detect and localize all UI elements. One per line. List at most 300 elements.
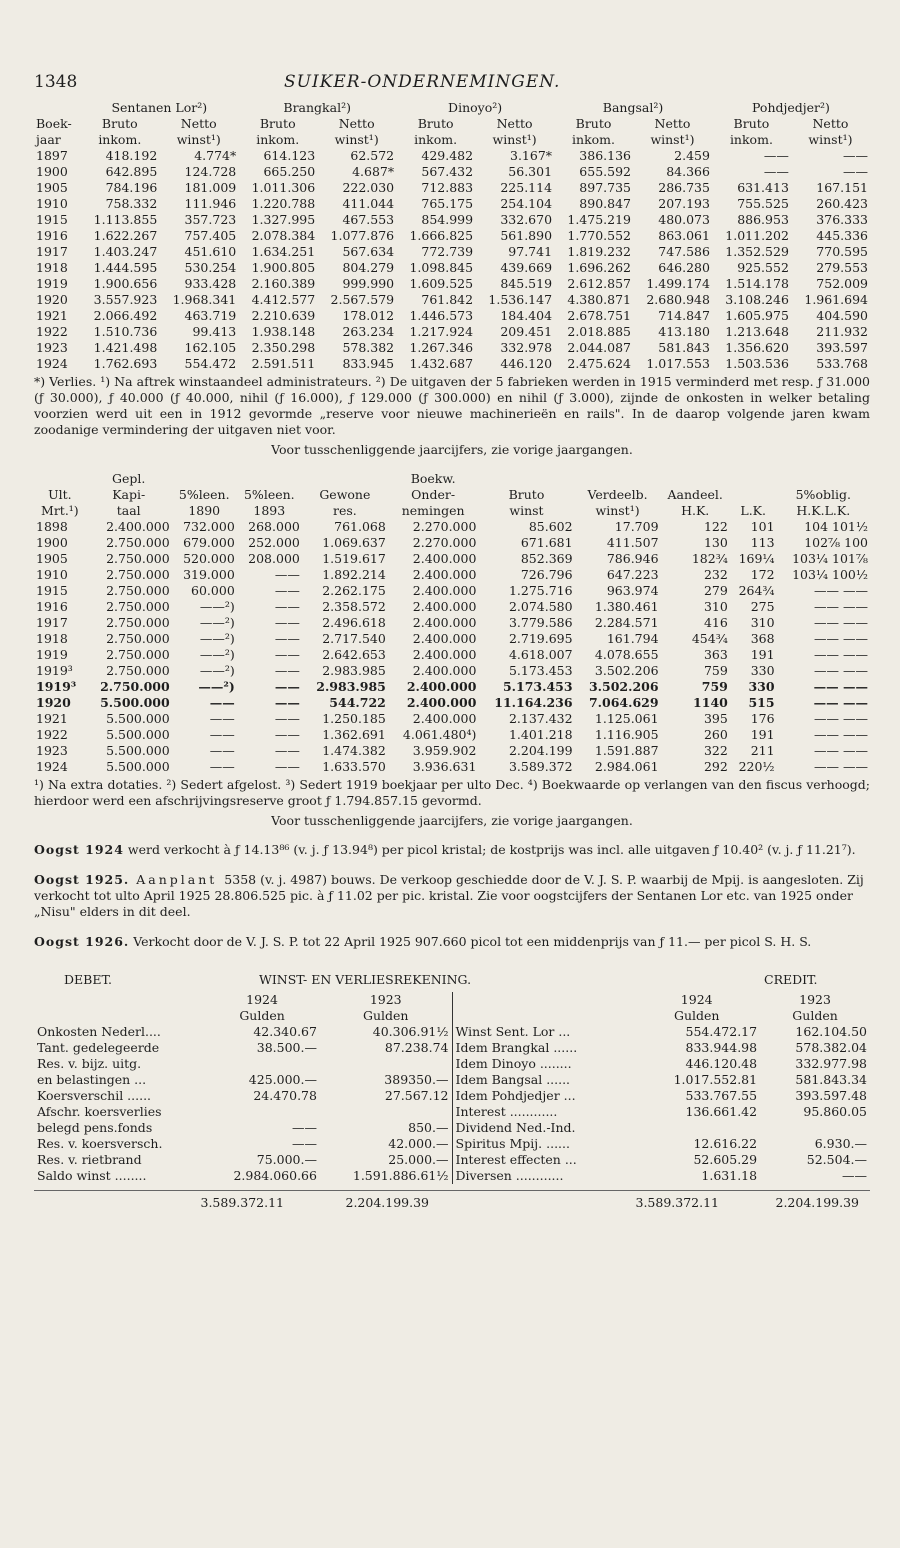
credit-year-1924: 1924 — [680, 992, 713, 1007]
ledger-amount: 75.000.— — [256, 1152, 317, 1167]
table-cell: —— —— — [813, 679, 868, 694]
table-cell: 439.669 — [500, 260, 553, 275]
table-row — [34, 212, 870, 228]
table-cell: 1.098.845 — [409, 260, 474, 275]
table-cell: 3.167* — [510, 148, 553, 163]
table-row — [34, 615, 870, 631]
table-cell: 761.842 — [421, 292, 474, 307]
row-year: 1923 — [36, 340, 68, 355]
table-cell: 2.750.000 — [106, 535, 170, 550]
table-cell: 2.204.199 — [508, 743, 573, 758]
row-year: 1916 — [36, 228, 68, 243]
ledger-amount: 578.382.04 — [795, 1040, 867, 1055]
ledger-amount: 533.767.55 — [685, 1088, 758, 1103]
table-cell: 225.114 — [500, 180, 553, 195]
table1-column-header: Netto — [654, 116, 691, 131]
table-cell: 2.270.000 — [412, 519, 477, 534]
table-cell: 292 — [703, 759, 728, 774]
table2-column-header: Kapi- — [112, 487, 146, 502]
table-cell: 182¾ — [691, 551, 728, 566]
table-cell: 191 — [750, 647, 775, 662]
ledger-row — [453, 1088, 871, 1104]
table-cell: 897.735 — [579, 180, 631, 195]
table-cell: 260 — [703, 727, 728, 742]
ledger-amount: 389350.— — [384, 1072, 449, 1087]
table-cell: 480.073 — [658, 212, 710, 227]
table-cell: 2.400.000 — [412, 711, 477, 726]
table-cell: —— — [843, 164, 868, 179]
ledger-item: Interest effecten ... — [455, 1152, 577, 1167]
ledger-totals — [34, 1190, 870, 1210]
table-cell: 2.400.000 — [106, 519, 170, 534]
table2-column-header: L.K. — [740, 503, 766, 518]
table-cell: 712.883 — [421, 180, 474, 195]
row-year: 1916 — [36, 599, 68, 614]
row-year: 1921 — [36, 711, 68, 726]
debit-year-1923: 1923 — [369, 992, 402, 1007]
table-cell: 758.332 — [105, 196, 158, 211]
table-cell: 1.900.805 — [251, 260, 316, 275]
ledger-title: WINST- EN VERLIESREKENING. — [259, 972, 472, 987]
table-cell: 357.723 — [184, 212, 237, 227]
table-cell: 533.768 — [816, 356, 868, 371]
table-cell: ——²) — [199, 647, 235, 662]
paragraph-oogst-1925 — [34, 872, 870, 920]
table-cell: 4.687* — [352, 164, 395, 179]
table-cell: 2.210.639 — [251, 308, 316, 323]
table-cell: —— — [274, 615, 300, 630]
ledger-item: Winst Sent. Lor ... — [455, 1024, 571, 1039]
ledger-row — [34, 1152, 452, 1168]
table-cell: 1.069.637 — [322, 535, 386, 550]
table-cell: 1.220.788 — [251, 196, 316, 211]
ledger-amount: 6.930.— — [814, 1136, 867, 1151]
row-year: 1919³ — [36, 663, 73, 678]
ledger-amount: 24.470.78 — [253, 1088, 317, 1103]
row-year: 1919 — [36, 276, 68, 291]
table-cell: —— —— — [814, 663, 868, 678]
table-cell: 2.400.000 — [406, 695, 477, 710]
ledger-amount: 2.984.060.66 — [233, 1168, 317, 1183]
row-year: 1898 — [36, 519, 68, 534]
table-cell: —— —— — [814, 631, 868, 646]
table-cell: 2.400.000 — [412, 647, 477, 662]
table-cell: 679.000 — [183, 535, 235, 550]
row-year: 1918 — [36, 631, 68, 646]
total-credit-1923: 2.204.199.39 — [775, 1195, 859, 1210]
table-cell: 4.412.577 — [251, 292, 316, 307]
table-cell: 2.160.389 — [251, 276, 316, 291]
table-cell: 322 — [703, 743, 728, 758]
table-cell: 1.017.553 — [646, 356, 710, 371]
table2-column-header — [237, 471, 302, 487]
table-cell: 376.333 — [816, 212, 868, 227]
table-cell: 2.750.000 — [106, 567, 170, 582]
table-cell: 184.404 — [500, 308, 553, 323]
ledger-amount: —— — [291, 1120, 317, 1135]
table-cell: 1.403.247 — [93, 244, 158, 259]
table-cell: 759 — [703, 663, 728, 678]
table-cell: 2.719.695 — [508, 631, 573, 646]
table-cell: 1.250.185 — [322, 711, 386, 726]
table-cell: 1.474.382 — [322, 743, 386, 758]
table-cell: 445.336 — [816, 228, 868, 243]
ledger-amount — [320, 1056, 452, 1072]
table-cell: —— — [274, 743, 300, 758]
table-cell: 111.946 — [184, 196, 237, 211]
table-cell: 279 — [703, 583, 728, 598]
table-cell: 852.369 — [520, 551, 573, 566]
row-year: 1900 — [36, 164, 68, 179]
table-cell: 2.983.985 — [322, 663, 386, 678]
total-debit-1923: 2.204.199.39 — [345, 1195, 429, 1210]
table-cell: 310 — [703, 599, 728, 614]
table-cell: 3.936.631 — [412, 759, 477, 774]
table-cell: 1.666.825 — [409, 228, 474, 243]
paragraph-text: 5358 (v. j. 4987) bouws. De verkoop geschiedde door de V. J. S. P. waarbij de Mpij. is aangesloten. Zij verkocht tot ulto April 1925 28.806.525 pic. à ƒ 11.02 per pic. kristal. Zie voor oogstcijfers der Sentanen Lor etc. van 1925 onder „Nisu" elders in dit deel. — [34, 872, 864, 919]
table-row — [34, 551, 870, 567]
ledger-amount: 42.340.67 — [253, 1024, 317, 1039]
table2-column-header: Gewone — [319, 487, 371, 502]
table-cell: 5.173.453 — [502, 679, 573, 694]
table1-column-header: Bruto — [417, 116, 454, 131]
table-cell: 3.557.923 — [93, 292, 158, 307]
table-cell: ——²) — [199, 663, 235, 678]
table-cell: 220½ — [738, 759, 775, 774]
table-cell: 207.193 — [658, 196, 710, 211]
table2-column-header: Mrt.¹) — [41, 503, 79, 518]
table-cell: 232 — [703, 567, 728, 582]
ledger-row — [453, 1136, 871, 1152]
table2-column-header: 5%oblig. — [795, 487, 851, 502]
table-cell: 655.592 — [579, 164, 631, 179]
ledger-row — [453, 1072, 871, 1088]
table-cell: 463.719 — [184, 308, 237, 323]
table-cell: 60.000 — [191, 583, 235, 598]
table-row — [34, 244, 870, 260]
table-cell: 7.064.629 — [588, 695, 659, 710]
ledger-header — [34, 972, 870, 992]
table1-column-header: winst¹) — [492, 132, 537, 147]
table-cell: 2.400.000 — [412, 583, 477, 598]
table-cell: 2.262.175 — [322, 583, 386, 598]
table-cell: 2.078.384 — [251, 228, 316, 243]
debet-label: DEBET. — [64, 972, 112, 987]
table-cell: 761.068 — [334, 519, 386, 534]
ledger-amount: 12.616.22 — [693, 1136, 758, 1151]
table-cell: 2.350.298 — [251, 340, 316, 355]
table2-column-header: Verdeelb. — [587, 487, 648, 502]
table-cell: 103¼ 101⅞ — [792, 551, 868, 566]
table2-footnote: ¹) Na extra dotaties. ²) Sedert afgelost. ³) Sedert 1919 boekjaar per ulto Dec. ⁴) Boekwaarde op verlangen van den fiscus verhoogd; hierdoor werd een afschrijvingsreserve groot ƒ 1.794.857.15 gevormd. — [34, 777, 870, 808]
table-row — [34, 631, 870, 647]
table-cell: —— — [763, 148, 789, 163]
table-cell: 5.173.453 — [508, 663, 573, 678]
table1-column-header: jaar — [36, 132, 61, 147]
table-cell: 1.510.736 — [93, 324, 158, 339]
table-cell: 804.279 — [342, 260, 395, 275]
table-cell: 104 101½ — [804, 519, 868, 534]
table1-see-previous: Voor tusschenliggende jaarcijfers, zie vorige jaargangen. — [271, 442, 633, 457]
table-cell: 4.061.480⁴) — [402, 727, 477, 742]
table-cell: 752.009 — [816, 276, 868, 291]
table-cell: 363 — [703, 647, 728, 662]
table-cell: 172 — [750, 567, 775, 582]
table-cell: 2.496.618 — [322, 615, 386, 630]
table-cell: 85.602 — [528, 519, 573, 534]
table-cell: 544.722 — [329, 695, 386, 710]
table-cell: 747.586 — [658, 244, 710, 259]
table-cell: 208.000 — [248, 551, 300, 566]
table-cell: —— —— — [814, 599, 868, 614]
table-cell: 279.553 — [816, 260, 868, 275]
table-row — [34, 276, 870, 292]
table-cell: 97.741 — [508, 244, 553, 259]
table-cell: 631.413 — [737, 180, 789, 195]
table-cell: 784.196 — [105, 180, 158, 195]
ledger-item: Idem Pohdjedjer ... — [455, 1088, 576, 1103]
table2-column-header — [172, 471, 237, 487]
ledger-amount: 1.017.552.81 — [673, 1072, 758, 1087]
ledger-amount: 95.860.05 — [803, 1104, 867, 1119]
ledger-item: Idem Bangsal ...... — [455, 1072, 571, 1087]
debit-unit: Gulden — [362, 1008, 409, 1023]
ledger-amount: 554.472.17 — [685, 1024, 758, 1039]
ledger-amount: 425.000.— — [248, 1072, 317, 1087]
table-cell: —— —— — [813, 695, 868, 710]
ledger-item: belegd pens.fonds — [37, 1120, 153, 1135]
table-cell: 386.136 — [579, 148, 631, 163]
ledger-row — [34, 1104, 452, 1120]
page-title: SUIKER-ONDERNEMINGEN. — [284, 72, 561, 92]
ledger-amount: 52.504.— — [806, 1152, 867, 1167]
table-cell: 1.116.905 — [594, 727, 659, 742]
table2-column-header: res. — [332, 503, 357, 518]
table-cell: 772.739 — [421, 244, 474, 259]
table-cell: 467.553 — [342, 212, 395, 227]
table1-group-spacer — [34, 100, 80, 116]
debit-unit: Gulden — [239, 1008, 285, 1023]
table-cell: —— — [274, 711, 300, 726]
table-cell: 4.078.655 — [594, 647, 659, 662]
ledger-row — [34, 1088, 452, 1104]
table-cell: 863.061 — [658, 228, 710, 243]
table-cell: 2.750.000 — [106, 583, 170, 598]
table2-column-header — [34, 471, 86, 487]
table1-group-header: Sentanen Lor²) — [111, 100, 208, 115]
table-cell: 726.796 — [520, 567, 573, 582]
table-cell: 169¼ — [738, 551, 775, 566]
table-cell: 176 — [750, 711, 775, 726]
table-cell: 1.892.214 — [322, 567, 386, 582]
table-row — [34, 695, 870, 711]
ledger-amount — [204, 1104, 320, 1120]
table-cell: 2.717.540 — [322, 631, 386, 646]
table-cell: —— — [209, 695, 235, 710]
table-cell: —— —— — [814, 711, 868, 726]
ledger-amount — [760, 1120, 870, 1136]
table-row — [34, 567, 870, 583]
table-cell: 209.451 — [500, 324, 553, 339]
table-cell: 2.567.579 — [330, 292, 395, 307]
ledger-amount — [204, 1056, 320, 1072]
table-cell: 368 — [750, 631, 775, 646]
row-year: 1920 — [36, 292, 68, 307]
table1-footnote: *) Verlies. ¹) Na aftrek winstaandeel administrateurs. ²) De uitgaven der 5 fabrieken werden in 1915 verminderd met resp. ƒ 31.000 (ƒ 30.000), ƒ 40.000 (ƒ 40.000, nihil (ƒ 16.000), ƒ 129.000 (ƒ 300.000) en nihil (ƒ 3.000), zijnde de onkosten in welker betaling voorzien werd uit een in 1912 gevormde „reserve voor nieuwe machinerieën en rails". In de daarop volgende jaren kwam zoodanige vermindering der uitgaven niet voor. — [34, 374, 870, 437]
table2-column-header: winst¹) — [595, 503, 640, 518]
table-cell: 84.366 — [666, 164, 710, 179]
row-year: 1921 — [36, 308, 68, 323]
ledger-item: Dividend Ned.-Ind. — [455, 1120, 576, 1135]
table-cell: 5.500.000 — [106, 743, 170, 758]
table-cell: 2.400.000 — [412, 631, 477, 646]
paragraph-spaced-word: Aanplant — [129, 872, 225, 887]
ledger-item: Diversen ............ — [455, 1168, 564, 1183]
table-cell: 854.999 — [421, 212, 474, 227]
paragraph-keyword: Oogst 1924 — [34, 842, 124, 857]
table-cell: 332.978 — [500, 340, 553, 355]
table-cell: 1.267.346 — [409, 340, 474, 355]
table-cell: 286.735 — [658, 180, 710, 195]
ledger-amount: 850.— — [408, 1120, 449, 1135]
table-cell: 1.696.262 — [567, 260, 631, 275]
table-cell: —— — [274, 663, 300, 678]
ledger-amount: 136.661.42 — [685, 1104, 758, 1119]
table-cell: 642.895 — [105, 164, 158, 179]
table-cell: 2.400.000 — [412, 599, 477, 614]
ledger-amount: 25.000.— — [388, 1152, 449, 1167]
table2-column-header: H.K. — [681, 503, 710, 518]
table-cell: —— — [274, 695, 300, 710]
row-year: 1922 — [36, 324, 68, 339]
table-row — [34, 679, 870, 695]
ledger-row — [453, 1104, 871, 1120]
table-cell: 554.472 — [184, 356, 237, 371]
table-cell: 2.612.857 — [567, 276, 631, 291]
table-row — [34, 260, 870, 276]
table-cell: 1140 — [693, 695, 728, 710]
table-cell: 393.597 — [816, 340, 868, 355]
table-cell: 254.104 — [500, 196, 553, 211]
row-year: 1905 — [36, 551, 68, 566]
table-cell: —— — [274, 631, 300, 646]
table-row — [34, 180, 870, 196]
row-year: 1905 — [36, 180, 68, 195]
table-cell: 11.164.236 — [494, 695, 573, 710]
table-cell: 614.123 — [263, 148, 316, 163]
table-cell: 3.502.206 — [588, 679, 659, 694]
table-cell: 2.358.572 — [322, 599, 386, 614]
table1-column-header: winst¹) — [808, 132, 853, 147]
row-year: 1924 — [36, 356, 68, 371]
ledger-item: Idem Brangkal ...... — [455, 1040, 578, 1055]
table-cell: —— —— — [814, 743, 868, 758]
table-cell: 124.728 — [184, 164, 237, 179]
table-cell: —— — [843, 148, 868, 163]
table-cell: 1.961.694 — [804, 292, 868, 307]
table-cell: 2.066.492 — [93, 308, 158, 323]
table-cell: —— — [274, 647, 300, 662]
table-cell: 211.932 — [816, 324, 868, 339]
ledger-amount — [633, 1120, 760, 1136]
table-cell: —— —— — [814, 727, 868, 742]
ledger-row — [34, 1120, 452, 1136]
table-row — [34, 164, 870, 180]
table2-column-header: 1893 — [253, 503, 286, 518]
table-cell: ——²) — [198, 679, 235, 694]
table2-column-header: winst — [509, 503, 544, 518]
ledger-amount: 1.591.886.61½ — [352, 1168, 449, 1183]
table-cell: 2.750.000 — [106, 615, 170, 630]
ledger-amount: 581.843.34 — [795, 1072, 867, 1087]
paragraph-text: Verkocht door de V. J. S. P. tot 22 April 1925 907.660 picol tot een middenprijs van ƒ 11.— per picol S. H. S. — [129, 934, 812, 949]
table1-column-header: winst¹) — [650, 132, 695, 147]
table-cell: 2.459 — [674, 148, 710, 163]
table2-column-header — [575, 471, 661, 487]
row-year: 1910 — [36, 567, 68, 582]
ledger-amount: 52.605.29 — [693, 1152, 758, 1167]
ledger-item: Onkosten Nederl.... — [37, 1024, 161, 1039]
credit-unit: Gulden — [792, 1008, 838, 1023]
table-cell: 1.077.876 — [330, 228, 395, 243]
table-cell: ——²) — [199, 631, 235, 646]
table2-column-header: 5%leen. — [178, 487, 230, 502]
table1-column-header: Netto — [338, 116, 375, 131]
table-cell: 56.301 — [508, 164, 553, 179]
table-cell: 1.591.887 — [594, 743, 659, 758]
table1-column-header: Bruto — [575, 116, 612, 131]
table-row — [34, 308, 870, 324]
table-cell: 275 — [750, 599, 775, 614]
ledger-amount: 40.306.91½ — [372, 1024, 449, 1039]
table-cell: 671.681 — [520, 535, 573, 550]
ledger-item: Saldo winst ........ — [37, 1168, 147, 1183]
table-cell: 2.137.432 — [508, 711, 573, 726]
profit-loss-account — [34, 972, 870, 1210]
table-cell: 925.552 — [737, 260, 789, 275]
table-cell: 1.762.693 — [93, 356, 158, 371]
ledger-item: Interest ............ — [455, 1104, 558, 1119]
table-cell: 5.500.000 — [100, 695, 170, 710]
credit-year-1923: 1923 — [799, 992, 831, 1007]
table-cell: 3.502.206 — [594, 663, 659, 678]
row-year: 1917 — [36, 244, 68, 259]
table-cell: 933.428 — [184, 276, 237, 291]
table-cell: 2.074.580 — [508, 599, 573, 614]
table-cell: 1.444.595 — [93, 260, 158, 275]
table-cell: 2.983.985 — [316, 679, 386, 694]
table-cell: 665.250 — [263, 164, 316, 179]
table-cell: 1.446.573 — [409, 308, 474, 323]
table1-group-header: Brangkal²) — [283, 100, 351, 115]
table-cell: 1.938.148 — [251, 324, 316, 339]
table-cell: 330 — [748, 679, 775, 694]
table-cell: 1.519.617 — [322, 551, 386, 566]
profits-table — [34, 100, 870, 372]
table1-column-header: Netto — [180, 116, 217, 131]
table-cell: 714.847 — [658, 308, 710, 323]
table-row — [34, 727, 870, 743]
paragraph-keyword: Oogst 1925. — [34, 872, 130, 887]
table-cell: 759 — [701, 679, 728, 694]
table-cell: —— — [274, 759, 300, 774]
table-cell: 429.482 — [421, 148, 474, 163]
table2-see-previous: Voor tusschenliggende jaarcijfers, zie vorige jaargangen. — [271, 813, 633, 828]
table-cell: 181.009 — [184, 180, 237, 195]
table-cell: 2.400.000 — [412, 567, 477, 582]
table-cell: 770.595 — [816, 244, 868, 259]
table2-column-header — [730, 487, 777, 503]
